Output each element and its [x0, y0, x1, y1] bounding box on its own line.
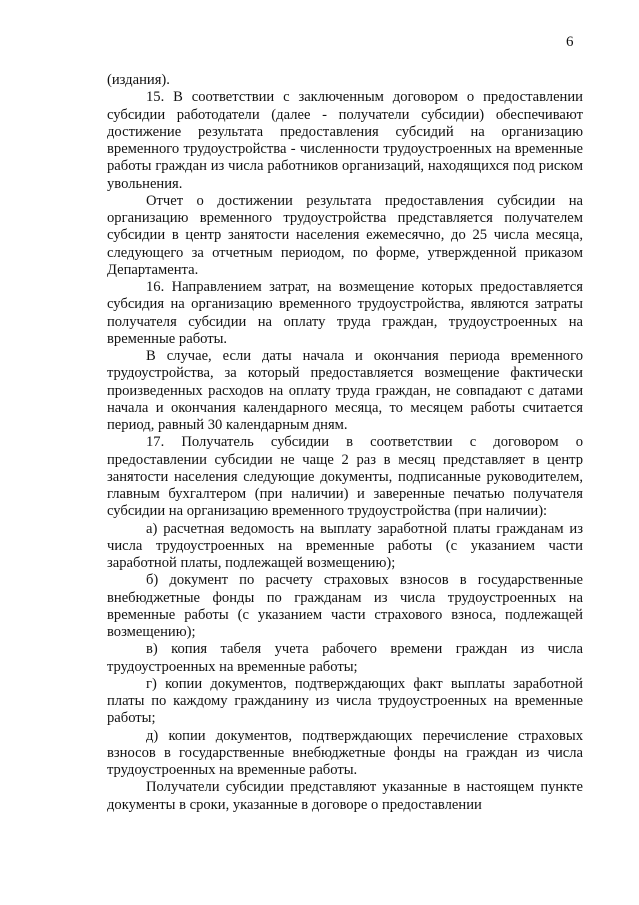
paragraph-item-17: 17. Получатель субсидии в соответствии с договором о предоставлении субсидии не чаще 2 раз в месяц представляет в центр занятости населения следующие документы, подписанные руководителем, главным бухгалтером (при наличии) и заверенные печатью получателя субсидии на организацию временного трудоустройства (при наличии):: [107, 434, 583, 520]
paragraph-period-rule: В случае, если даты начала и окончания периода временного трудоустройства, за который предоставляется возмещение фактически произведенных расходов на оплату труда граждан, не совпадают с датами начала и окончания календарного месяца, то месяцем работы считается период, равный 30 календарным дням.: [107, 348, 583, 433]
list-item-v: в) копия табеля учета рабочего времени граждан из числа трудоустроенных на временные работы;: [107, 641, 583, 675]
list-item-g: г) копии документов, подтверждающих факт выплаты заработной платы по каждому гражданину из числа трудоустроенных на временные работы;: [107, 675, 583, 727]
paragraph-continuation: (издания).: [107, 72, 170, 88]
document-body: [107, 72, 583, 814]
page-number: 6: [566, 34, 574, 50]
paragraph-item-16: 16. Направлением затрат, на возмещение которых предоставляется субсидия на организацию временного трудоустройства, являются затраты получателя субсидии на оплату труда граждан, трудоустроенных на временные работы.: [107, 279, 583, 347]
list-item-b: б) документ по расчету страховых взносов в государственные внебюджетные фонды по гражданам из числа трудоустроенных на временные работы (с указанием части страхового взноса, подлежащей возмещению);: [107, 572, 583, 640]
paragraph-item-15: 15. В соответствии с заключенным договором о предоставлении субсидии работодатели (далее - получатели субсидии) обеспечивают достижение результата предоставления субсидий на организацию временного трудоустройства - численности трудоустроенных на временные работы граждан из числа работников организаций, находящихся под риском увольнения.: [107, 89, 583, 192]
paragraph-submission: Получатели субсидии представляют указанные в настоящем пункте документы в сроки, указанные в договоре о предоставлении: [107, 779, 583, 813]
paragraph-report: Отчет о достижении результата предоставления субсидии на организацию временного трудоустройства представляется получателем субсидии в центр занятости населения ежемесячно, до 25 числа месяца, следующего за отчетным периодом, по форме, утвержденной приказом Департамента.: [107, 192, 583, 278]
list-item-a: а) расчетная ведомость на выплату заработной платы гражданам из числа трудоустроенных на временные работы (с указанием части заработной платы, подлежащей возмещению);: [107, 520, 583, 571]
list-item-d: д) копии документов, подтверждающих перечисление страховых взносов в государственные внебюджетные фонды на граждан из числа трудоустроенных на временные работы.: [107, 727, 583, 778]
